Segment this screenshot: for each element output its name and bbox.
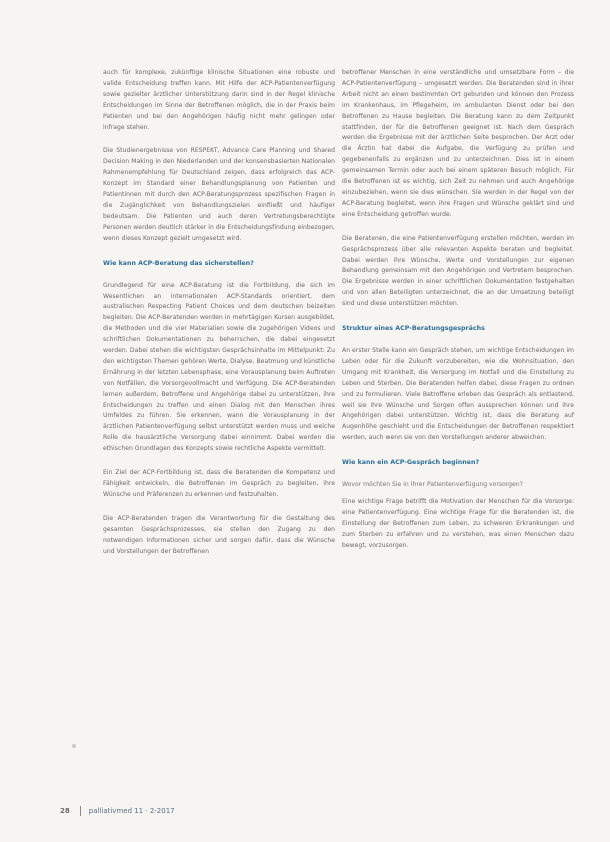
right-paragraph-2: Die Beratenen, die eine Patientenverfügung erstellen möchten, werden im Gesprächsprozess über alle relevanten Aspekte beraten und begleitet. Dabei werden ihre Wünsche, Werte und Vorstellungen zur eigenen Behandlung gemeinsam mit den Angehörigen und Vertretern besprochen. Die Ergebnisse werden in einer schriftlichen Dokumentation festgehalten und von allen Beteiligten unterzeichnet, die an der Umsetzung beteiligt sind und diese unterstützen möchten. — [342, 234, 574, 308]
section-heading-struktur: Struktur eines ACP-Beratungsgesprächs — [342, 325, 485, 333]
footer-divider — [80, 806, 81, 816]
left-paragraph-1: auch für komplexe, zukünftige klinische Situationen eine robuste und valide Entscheidung treffen kann. Mit Hilfe der ACP-Patientenverfügung sowie gezielter ärztlicher Unterstützung darin sind in der Regel klinische Entscheidungen im Sinne der Betroffenen möglich, die in der Praxis beim Patienten und bei den Angehörigen häufig nicht mehr gelingen oder infrage stehen. — [103, 69, 335, 131]
page-footer — [60, 806, 175, 816]
left-paragraph-2: Die Studienergebnisse von RESPEKT, Advance Care Planning und Shared Decision Making in den Niederlanden und der konsensbasierten Nationalen Rahmenempfehlung für Deutschland zeigen, dass erfolgreich das ACP-Konzept im Standard einer Behandlungsplanung von Patienten und Patientinnen mit durch den ACP-Beratungsprozess spezifischen Fragen in die Zugänglichkeit von Behandlungszielen einfließt und häufiger bedeutsam. Die Patienten und auch deren Vertretungsberechtigte Personen werden deutlich stärker in die Entscheidungsfindung einbezogen, wenn dieses Konzept gezielt umgesetzt wird. — [103, 147, 335, 242]
right-paragraph-4: Eine wichtige Frage betrifft die Motivation der Menschen für die Vorsorge: eine Patientenverfügung. Eine wichtige Frage für die Beratenden ist, die Einstellung der Betroffenen zum Leben, zu schweren Erkrankungen und zum Sterben zu erfahren und zu verstehen, was einen Menschen dazu bewegt, vorzusorgen. — [342, 498, 574, 549]
left-column — [103, 68, 335, 570]
left-paragraph-3: Grundlegend für eine ACP-Beratung ist die Fortbildung, die sich im Wesentlichen an internationalen ACP-Standards orientiert, dem australischen Respecting Patient Choices und dem deutschen beizeiten begleiten. Die ACP-Beratenden werden in mehrtägigen Kursen ausgebildet, die Methoden und die vier Materialien sowie die zugehörigen Videos und schriftlichen Dokumentationen zu beherrschen, die dabei eingesetzt werden. Dabei stehen die wichtigsten Gesprächsinhalte im Mittelpunkt: Zu den wichtigsten Themen gehören Werte, Dialyse, Beatmung und künstliche Ernährung in der letzten Lebensphase, eine Vorausplanung beim Auftreten von Notfällen, die Vorsorgevollmacht und Verfügung. Die ACP-Beratenden lernen außerdem, Betroffene und Angehörige dabei zu unterstützen, ihre Entscheidungen zu treffen und einen Dialog mit den Menschen ihres Umfeldes zu führen. Sie erkennen, wann die Vorausplanung in der ärztlichen Patientenverfügung selbst unterstützt werden muss und welche Rolle die hausärztliche Versorgung dabei einnimmt. Dabei werden die ethischen Grundlagen des Konzepts sowie rechtliche Aspekte vermittelt. — [103, 281, 335, 453]
publication-name: palliativmed 11 · 2-2017 — [88, 807, 175, 815]
section-heading-gespraech-beginnen: Wie kann ein ACP-Gespräch beginnen? — [342, 459, 480, 467]
right-paragraph-1: betroffener Menschen in eine verständliche und umsetzbare Form – die ACP-Patientenverfügung – umgesetzt werden. Die Beratenden sind in ihrer Arbeit nicht an einen bestimmten Ort gebunden und können den Prozess im Krankenhaus, im Pflegeheim, im ambulanten Dienst oder bei den Betroffenen zu Hause begleiten. Die Beratung kann zu dem Zeitpunkt stattfinden, der für die Betroffenen geeignet ist. Nach dem Gespräch werden die Ergebnisse mit der ärztlichen Seite besprochen. Der Arzt oder die Ärztin hat dabei die Aufgabe, die Verfügung zu prüfen und gegebenenfalls zu ergänzen und zu unterzeichnen. Dies ist in einem gemeinsamen Termin oder auch bei einem späteren Besuch möglich. Für die Betroffenen ist es wichtig, sich Zeit zu nehmen und auch Angehörige einzubeziehen, wenn sie dies wünschen. Sie werden in der Regel von der ACP-Beratung begleitet, wenn ihre Fragen und Wünsche geklärt sind und eine Entscheidung getroffen wurde. — [342, 69, 574, 218]
left-paragraph-5: Die ACP-Beratenden tragen die Verantwortung für die Gestaltung des gesamten Gesprächsprozesses, sie stellen den Zugang zu den notwendigen Informationen sicher und sorgen dafür, dass die Wünsche und Vorstellungen der Betroffenen — [103, 514, 335, 555]
left-paragraph-4: Ein Ziel der ACP-Fortbildung ist, dass die Beratenden die Kompetenz und Fähigkeit entwickeln, die Betroffenen im Gespräch zu begleiten, ihre Wünsche und Präferenzen zu erkennen und festzuhalten. — [103, 469, 335, 498]
subheading-question: Wovor möchten Sie in Ihrer Patientenverfügung vorsorgen? — [342, 481, 523, 489]
right-paragraph-3: An erster Stelle kann ein Gespräch stehen, um wichtige Entscheidungen im Leben oder für die Zukunft vorzubereiten, wie die Wohnsituation, den Umgang mit Krankheit, die Versorgung im Notfall und die Einstellung zu Leben und Sterben. Die Beratenden helfen dabei, diese Fragen zu ordnen und zu formulieren. Viele Betroffene erleben das Gespräch als entlastend, weil sie ihre Wünsche und Sorgen offen aussprechen können und ihre Angehörigen dabei unterstützen. Wichtig ist, dass die Beratung auf Augenhöhe geschieht und die Entscheidungen der Betroffenen respektiert werden, auch wenn sie von den Vorstellungen anderer abweichen. — [342, 347, 574, 442]
page-number: 28 — [60, 807, 70, 815]
section-heading-acp-beratung: Wie kann ACP-Beratung das sicherstellen? — [103, 259, 254, 267]
right-column — [342, 68, 574, 565]
margin-mark — [72, 744, 76, 748]
